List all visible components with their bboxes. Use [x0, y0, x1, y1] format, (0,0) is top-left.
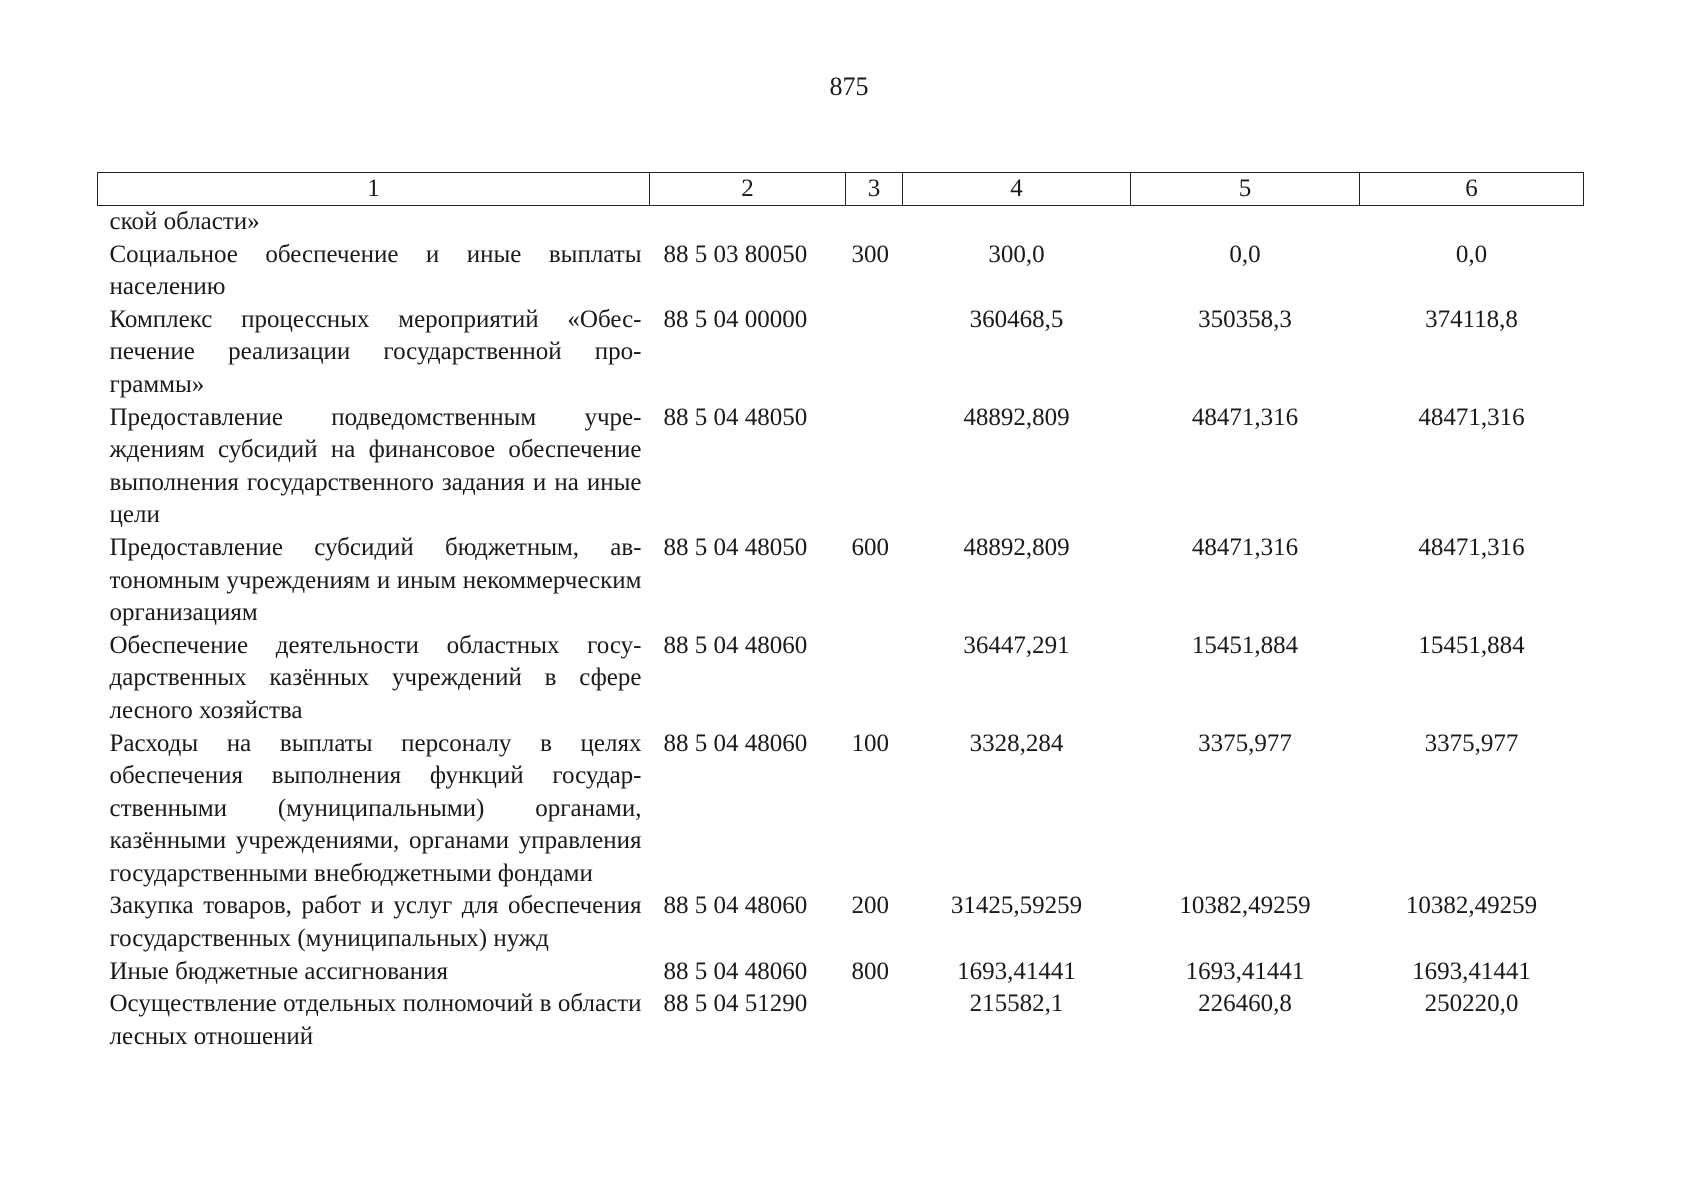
- column-header-4: 4: [903, 173, 1131, 206]
- row-name: Закупка товаров, работ и услуг для обеспечения государственных (муниципальных) нужд: [109, 892, 642, 953]
- column-header-6: 6: [1360, 173, 1584, 206]
- row-code: 88 5 04 48060: [663, 957, 808, 985]
- row-type: [846, 304, 903, 402]
- row-name: Предоставление субсидий бюджетным, автономным учреждениям и иным некоммерческим организациям: [109, 533, 642, 627]
- row-value-col5: 0,0: [1229, 240, 1261, 268]
- row-value-col4: 31425,59259: [950, 892, 1083, 920]
- row-value-col4: 3328,284: [969, 729, 1064, 757]
- row-type: [846, 988, 903, 1053]
- row-value-col6: 15451,884: [1418, 631, 1525, 659]
- row-value-col6: 48471,316: [1418, 403, 1525, 431]
- column-header-1: 1: [98, 173, 650, 206]
- row-value-col4: 48892,809: [963, 533, 1070, 561]
- row-name: Предоставление подведомственным учреждениям субсидий на финансовое обеспечение выполнения государственного задания и на иные цели: [109, 403, 642, 529]
- row-code: 88 5 04 00000: [663, 305, 808, 333]
- row-name: Социальное обеспечение и иные выплаты населению: [109, 240, 642, 301]
- row-value-col4: 360468,5: [969, 305, 1064, 333]
- row-value-col6: 374118,8: [1425, 305, 1518, 333]
- row-value-col6: [1360, 206, 1584, 239]
- row-value-col4: 215582,1: [969, 990, 1064, 1018]
- row-value-col6: 250220,0: [1424, 990, 1519, 1018]
- header-row: [98, 173, 1584, 206]
- column-header-5: 5: [1131, 173, 1360, 206]
- row-code: 88 5 03 80050: [663, 240, 808, 268]
- row-type: 600: [851, 533, 889, 561]
- row-value-col5: 3375,977: [1198, 729, 1292, 757]
- table-row: [98, 988, 1584, 1053]
- row-code: 88 5 04 48060: [663, 892, 808, 920]
- row-type: 200: [851, 892, 889, 920]
- row-type: 100: [851, 729, 889, 757]
- row-value-col4: 1693,41441: [957, 957, 1076, 985]
- column-header-3: 3: [846, 173, 903, 206]
- table-row: [98, 402, 1584, 532]
- row-name: Осуществление отдельных полномочий в области лесных отношений: [109, 990, 642, 1050]
- row-value-col6: 0,0: [1455, 240, 1488, 268]
- row-name: Иные бюджетные ассигнования: [109, 957, 449, 985]
- row-code: 88 5 04 51290: [663, 990, 808, 1018]
- row-type: [846, 206, 903, 239]
- budget-table: [97, 172, 1584, 1053]
- row-code: 88 5 04 48050: [663, 533, 808, 561]
- row-value-col6: 10382,49259: [1405, 892, 1538, 920]
- row-code: 88 5 04 48060: [663, 631, 808, 659]
- table-row: [98, 532, 1584, 630]
- row-name: Обеспечение деятельности областных государственных казённых учреждений в сфере лесного хозяйства: [109, 631, 642, 724]
- row-value-col6: 48471,316: [1418, 533, 1525, 561]
- row-type: [846, 630, 903, 728]
- row-value-col5: 48471,316: [1191, 533, 1299, 561]
- page-number: 875: [829, 72, 869, 101]
- column-header-2: 2: [650, 173, 846, 206]
- table-row: [98, 206, 1584, 239]
- row-value-col6: 3375,977: [1424, 729, 1519, 757]
- row-code: 88 5 04 48060: [663, 729, 808, 757]
- row-value-col5: 48471,316: [1191, 403, 1299, 431]
- row-value-col4: 48892,809: [963, 403, 1070, 431]
- row-name: ской области»: [109, 208, 260, 235]
- row-type: [846, 402, 903, 532]
- row-value-col4: [903, 206, 1131, 239]
- row-type: 300: [851, 240, 889, 268]
- budget-table-container: [97, 172, 1583, 1053]
- table-header: [98, 173, 1584, 206]
- table-row: [98, 630, 1584, 728]
- row-value-col5: [1131, 206, 1360, 239]
- row-value-col4: 36447,291: [963, 631, 1070, 659]
- row-value-col5: 350358,3: [1198, 305, 1292, 333]
- table-body: [98, 206, 1584, 1054]
- row-name: Комплекс процессных мероприятий «Обеспечение реализации государственной программы»: [109, 305, 642, 398]
- table-row: [98, 956, 1584, 989]
- table-row: [98, 239, 1584, 304]
- row-name: Расходы на выплаты персоналу в целях обеспечения выполнения функций государственными (муниципальными) органами, казёнными учреждениями, органами управления государственными внебюджетными фондами: [109, 729, 642, 887]
- row-code: [650, 206, 846, 239]
- row-value-col6: 1693,41441: [1412, 957, 1531, 985]
- row-value-col5: 10382,49259: [1179, 892, 1311, 920]
- row-value-col4: 300,0: [988, 240, 1045, 268]
- row-value-col5: 15451,884: [1191, 631, 1299, 659]
- table-row: [98, 728, 1584, 891]
- table-row: [98, 304, 1584, 402]
- row-value-col5: 226460,8: [1198, 990, 1292, 1018]
- table-row: [98, 890, 1584, 955]
- row-type: 800: [851, 957, 889, 985]
- row-code: 88 5 04 48050: [663, 403, 808, 431]
- row-value-col5: 1693,41441: [1185, 957, 1305, 985]
